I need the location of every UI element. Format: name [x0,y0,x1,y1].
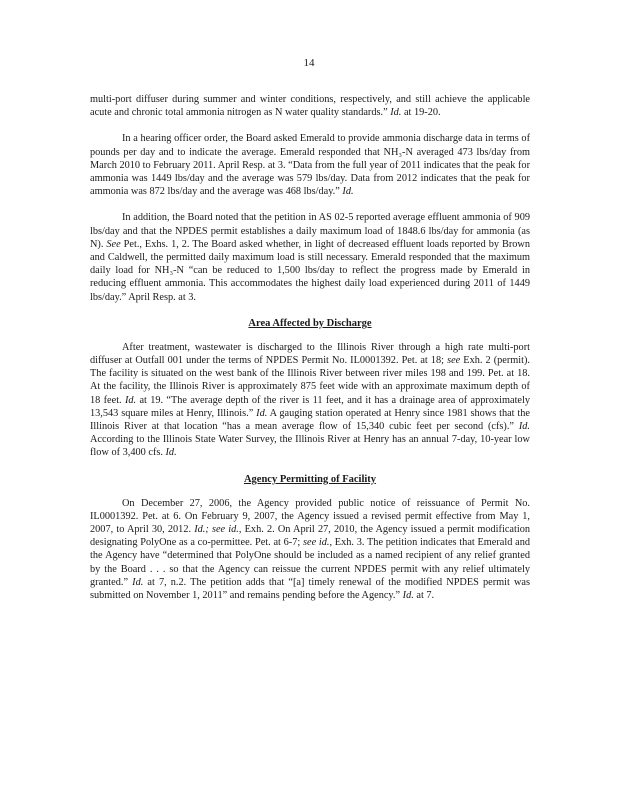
citation-text: Id. [342,186,354,198]
paragraph-text: at 19. “The average depth of the river is 11 feet, and it has a drainage area of approximately 13,543 square miles at Henry, Illinois.” [90,394,531,419]
citation-text: See [106,238,121,250]
paragraph-text: Pet., Exhs. 1, 2. The Board asked whether, in light of decreased effluent loads reported by Brown and Caldwell, the permitted daily maximum load is still necessary. Emerald responded that the maximum daily load for NH₃-N “can be reduced to 1,500 lbs/day to reflect the progress made by Emerald in reducing effluent ammonia. This accommodates the highest daily load experienced during 2011 of 1449 lbs/day.” April Resp. at 3. [90,238,530,303]
paragraph-text: multi-port diffuser during summer and winter conditions, respectively, and still achieve the applicable acute and chronic total ammonia nitrogen as N water quality standards.” [90,94,530,119]
citation-text: Id. [132,576,144,588]
document-body [90,93,530,602]
paragraph-text: On December 27, 2006, the Agency provided public notice of reissuance of Permit No. IL0001392. Pet. at 6. On February 9, 2007, the Agency issued a revised permit effective from May 1, 2007, to April 30, 2012. [90,497,530,536]
paragraph [90,341,530,460]
spacer [90,460,530,473]
paragraph-text: A gauging station operated at Henry since 1981 shows that the Illinois River at that location “has a mean average flow of 15,340 cubic feet per second (cfs).” [90,407,531,433]
citation-text: see id. [303,537,330,549]
spacer [90,486,530,497]
citation-text: Id. [518,421,530,433]
citation-text: see [447,355,461,367]
spacer [90,330,530,341]
paragraph-text: According to the Illinois State Water Survey, the Illinois River at Henry has an annual 7-day, 10-year low flow of 3,400 cfs. [90,434,530,459]
paragraph-text: , Exh. 3. The petition indicates that Emerald and the Agency have “determined that PolyOne should be included as a named recipient of any relief granted by the Board . . . so that the Agency can reissue the current NPDES permit with any relief ultimately granted.” [90,537,530,588]
paragraph [90,211,530,303]
section-heading: Area Affected by Discharge [248,317,372,329]
citation-text: Id. [402,590,414,602]
paragraph-text: Exh. 2 (permit). The facility is situated on the west bank of the Illinois River between river miles 198 and 199. Pet. at 18. At the facility, the Illinois River is approximately 875 feet wide with an approximate maximum depth of 18 feet. [90,355,531,406]
citation-text: Id. [256,407,268,419]
page-number: 14 [303,57,315,69]
citation-text: Id.; see id. [194,524,239,536]
paragraph-text: In addition, the Board noted that the petition in AS 02-5 reported average effluent ammonia of 909 lbs/day and that the NPDES permit establishes a daily maximum load of 1848.6 lbs/day for ammonia (as N). [90,212,530,250]
spacer [90,198,530,211]
citation-text: Id. [390,107,402,119]
paragraph-text: at 7, n.2. The petition adds that “[a] timely renewal of the modified NPDES permit was submitted on November 1, 2011” and remains pending before the Agency.” [90,576,530,602]
paragraph-text: at 7. [413,590,435,602]
paragraph [90,93,530,119]
paragraph-text: at 19-20. [401,107,441,119]
spacer [90,304,530,317]
section-heading: Agency Permitting of Facility [243,473,377,485]
paragraph [90,497,530,603]
paragraph-text: In a hearing officer order, the Board asked Emerald to provide ammonia discharge data in terms of pounds per day and to indicate the average. Emerald responded that NH₃-N averaged 473 lbs/day from March 2010 to February 2011. April Resp. at 3. “Data from the full year of 2011 indicates that the peak for ammonia was 1449 lbs/day and the average was 579 lbs/day. Data from 2012 indicates that the peak for ammonia was 872 lbs/day and the average was 468 lbs/day.” [90,133,530,198]
paragraph-text: , Exh. 2. On April 27, 2010, the Agency issued a permit modification designating PolyOne as a co-permittee. Pet. at 6-7; [90,524,530,549]
citation-text: Id. [165,447,177,459]
spacer [90,119,530,132]
paragraph [90,132,530,198]
citation-text: Id. [124,394,137,406]
paragraph-text: After treatment, wastewater is discharged to the Illinois River through a high rate multi-port diffuser at Outfall 001 under the terms of NPDES Permit No. IL0001392. Pet. at 18; [90,341,530,367]
